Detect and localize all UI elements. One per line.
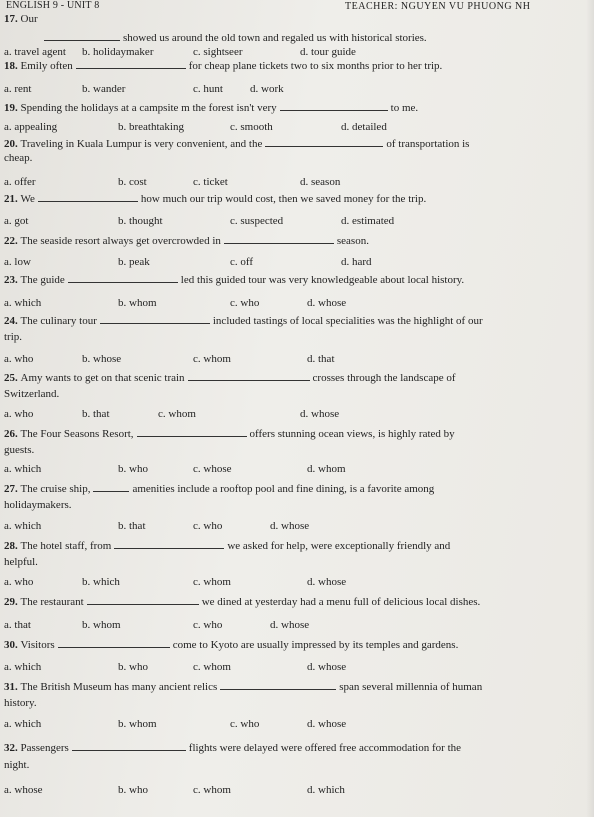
question-17-line-2 [4, 30, 427, 45]
option-d[interactable]: d. whose [307, 718, 347, 730]
option-b[interactable]: b. holidaymaker [82, 46, 154, 58]
question-text: we asked for help, were exceptionally friendly and [227, 540, 451, 552]
option-d[interactable]: d. which [307, 784, 345, 796]
question-number: 23. [4, 274, 21, 286]
question-text: for cheap plane tickets two to six months prior to her trip. [188, 60, 443, 72]
question-text: cheap. [4, 152, 33, 164]
option-c[interactable]: c. who [193, 619, 223, 631]
option-d[interactable]: d. whose [307, 661, 347, 673]
option-b[interactable]: b. whom [82, 619, 121, 631]
question-20-line-2 [4, 152, 32, 165]
question-24-line-2 [4, 331, 22, 344]
question-17-line-1 [4, 13, 38, 26]
option-d[interactable]: d. whom [307, 463, 346, 475]
option-a[interactable]: a. travel agent [4, 46, 66, 58]
option-c[interactable]: c. who [230, 718, 260, 730]
option-b[interactable]: b. which [82, 576, 120, 588]
teacher-header: TEACHER: NGUYEN VU PHUONG NH [345, 1, 531, 12]
option-b[interactable]: b. whose [82, 353, 122, 365]
question-text: included tastings of local specialities was the highlight of our [212, 315, 483, 327]
question-number: 26. [4, 428, 21, 440]
option-d[interactable]: d. estimated [341, 215, 395, 227]
option-b[interactable]: b. thought [118, 215, 163, 227]
question-18-line-1 [4, 58, 442, 73]
question-text: holidaymakers. [4, 499, 72, 511]
question-text: Emily often [20, 60, 73, 72]
question-text: guests. [4, 444, 35, 456]
question-24-line-1 [4, 313, 483, 328]
question-text: Traveling in Kuala Lumpur is very convenient, and the [20, 138, 263, 150]
option-c[interactable]: c. sightseer [193, 46, 243, 58]
option-a[interactable]: a. offer [4, 176, 36, 188]
question-31-line-1 [4, 679, 482, 694]
option-a[interactable]: a. who [4, 408, 34, 420]
option-a[interactable]: a. who [4, 576, 34, 588]
question-number: 17. [4, 13, 21, 25]
option-d[interactable]: d. that [307, 353, 335, 365]
option-c[interactable]: c. smooth [230, 121, 273, 133]
question-text: season. [336, 235, 369, 247]
question-text: Spending the holidays at a campsite m the forest isn't very [20, 102, 277, 114]
question-text: helpful. [4, 556, 38, 568]
option-d[interactable]: d. whose [307, 576, 347, 588]
question-number: 22. [4, 235, 21, 247]
answer-blank[interactable] [93, 481, 129, 492]
option-c[interactable]: c. whom [158, 408, 196, 420]
question-text: to me. [390, 102, 419, 114]
question-text: come to Kyoto are usually impressed by its temples and gardens. [172, 639, 459, 651]
question-30-line-1 [4, 637, 458, 652]
option-a[interactable]: a. whose [4, 784, 43, 796]
question-text: Visitors [20, 639, 55, 651]
question-text: led this guided tour was very knowledgeable about local history. [180, 274, 465, 286]
option-d[interactable]: d. detailed [341, 121, 387, 133]
question-number: 21. [4, 193, 21, 205]
option-a[interactable]: a. which [4, 661, 42, 673]
option-b[interactable]: b. whom [118, 297, 157, 309]
question-number: 19. [4, 102, 21, 114]
option-c[interactable]: c. hunt [193, 83, 223, 95]
answer-blank[interactable] [220, 679, 336, 690]
option-b[interactable]: b. who [118, 784, 148, 796]
answer-blank[interactable] [137, 426, 247, 437]
option-a[interactable]: a. appealing [4, 121, 58, 133]
option-d[interactable]: d. whose [307, 297, 347, 309]
question-number: 30. [4, 639, 21, 651]
question-number: 32. [4, 742, 21, 754]
question-25-line-1 [4, 370, 456, 385]
question-text: The restaurant [20, 596, 84, 608]
question-text: night. [4, 759, 30, 771]
option-c[interactable]: c. who [193, 520, 223, 532]
question-text: trip. [4, 331, 23, 343]
option-d[interactable]: d. whose [300, 408, 340, 420]
option-c[interactable]: c. whom [193, 353, 231, 365]
option-c[interactable]: c. suspected [230, 215, 284, 227]
option-d[interactable]: d. season [300, 176, 341, 188]
option-c[interactable]: c. whose [193, 463, 232, 475]
question-number: 29. [4, 596, 21, 608]
answer-blank[interactable] [68, 272, 178, 283]
option-c[interactable]: c. whom [193, 784, 231, 796]
option-d[interactable]: d. work [250, 83, 284, 95]
answer-blank[interactable] [87, 594, 199, 605]
option-b[interactable]: b. who [118, 661, 148, 673]
question-text: The seaside resort always get overcrowded in [20, 235, 221, 247]
question-text: offers stunning ocean views, is highly rated by [249, 428, 455, 440]
answer-blank[interactable] [44, 30, 120, 41]
question-text: amenities include a rooftop pool and fine dining, is a favorite among [132, 483, 435, 495]
option-b[interactable]: b. breathtaking [118, 121, 184, 133]
question-text: history. [4, 697, 37, 709]
option-a[interactable]: a. who [4, 353, 34, 365]
question-number: 24. [4, 315, 21, 327]
option-c[interactable]: c. who [230, 297, 260, 309]
question-number: 28. [4, 540, 21, 552]
question-number: 20. [4, 138, 21, 150]
option-b[interactable]: b. that [82, 408, 110, 420]
option-d[interactable]: d. hard [341, 256, 372, 268]
option-c[interactable]: c. whom [193, 661, 231, 673]
option-b[interactable]: b. cost [118, 176, 147, 188]
option-c[interactable]: c. whom [193, 576, 231, 588]
answer-blank[interactable] [224, 233, 334, 244]
question-28-line-2 [4, 556, 38, 569]
answer-blank[interactable] [76, 58, 186, 69]
option-a[interactable]: a. rent [4, 83, 32, 95]
question-27-line-2 [4, 499, 72, 512]
option-b[interactable]: b. peak [118, 256, 150, 268]
question-21-line-1 [4, 191, 426, 206]
question-text: span several millennia of human [339, 681, 483, 693]
option-d[interactable]: d. tour guide [300, 46, 356, 58]
option-a[interactable]: a. which [4, 718, 42, 730]
question-text: The culinary tour [20, 315, 97, 327]
option-d[interactable]: d. whose [270, 520, 310, 532]
option-d[interactable]: d. whose [270, 619, 310, 631]
subject-header: ENGLISH 9 - UNIT 8 [6, 0, 100, 11]
question-text: The hotel staff, from [20, 540, 112, 552]
answer-blank[interactable] [38, 191, 138, 202]
answer-blank[interactable] [72, 740, 186, 751]
question-31-line-2 [4, 697, 37, 710]
question-number: 31. [4, 681, 21, 693]
question-32-line-2 [4, 759, 29, 772]
question-text: crosses through the landscape of [312, 372, 456, 384]
page-shadow [586, 0, 594, 817]
question-28-line-1 [4, 538, 450, 553]
option-b[interactable]: b. who [118, 463, 148, 475]
question-text: The guide [20, 274, 65, 286]
question-text: Amy wants to get on that scenic train [20, 372, 185, 384]
question-text: We [20, 193, 35, 205]
question-text: Our [20, 13, 38, 25]
question-32-line-1 [4, 740, 461, 755]
answer-blank[interactable] [100, 313, 210, 324]
question-text: we dined at yesterday had a menu full of delicious local dishes. [201, 596, 481, 608]
option-c[interactable]: c. ticket [193, 176, 228, 188]
question-text: flights were delayed were offered free accommodation for the [188, 742, 462, 754]
question-text: of transportation is [386, 138, 470, 150]
question-number: 18. [4, 60, 21, 72]
question-text: Passengers [20, 742, 69, 754]
option-a[interactable]: a. got [4, 215, 29, 227]
answer-blank[interactable] [58, 637, 170, 648]
question-text: showed us around the old town and regaled us with historical stories. [123, 32, 427, 44]
question-23-line-1 [4, 272, 464, 287]
option-b[interactable]: b. wander [82, 83, 126, 95]
question-26-line-1 [4, 426, 455, 441]
answer-blank[interactable] [280, 100, 388, 111]
question-29-line-1 [4, 594, 480, 609]
question-number: 27. [4, 483, 21, 495]
option-c[interactable]: c. off [230, 256, 254, 268]
question-19-line-1 [4, 100, 418, 115]
option-a[interactable]: a. which [4, 463, 42, 475]
option-a[interactable]: a. which [4, 297, 42, 309]
question-text: how much our trip would cost, then we saved money for the trip. [140, 193, 427, 205]
question-text: The Four Seasons Resort, [20, 428, 134, 440]
question-22-line-1 [4, 233, 369, 248]
option-a[interactable]: a. that [4, 619, 31, 631]
answer-blank[interactable] [188, 370, 310, 381]
question-27-line-1 [4, 481, 434, 496]
question-20-line-1 [4, 136, 469, 151]
option-b[interactable]: b. that [118, 520, 146, 532]
answer-blank[interactable] [114, 538, 224, 549]
question-25-line-2 [4, 388, 59, 401]
question-number: 25. [4, 372, 21, 384]
answer-blank[interactable] [265, 136, 383, 147]
option-b[interactable]: b. whom [118, 718, 157, 730]
question-text: Switzerland. [4, 388, 60, 400]
question-text: The cruise ship, [20, 483, 91, 495]
question-text: The British Museum has many ancient relics [20, 681, 218, 693]
option-a[interactable]: a. which [4, 520, 42, 532]
option-a[interactable]: a. low [4, 256, 31, 268]
question-26-line-2 [4, 444, 34, 457]
